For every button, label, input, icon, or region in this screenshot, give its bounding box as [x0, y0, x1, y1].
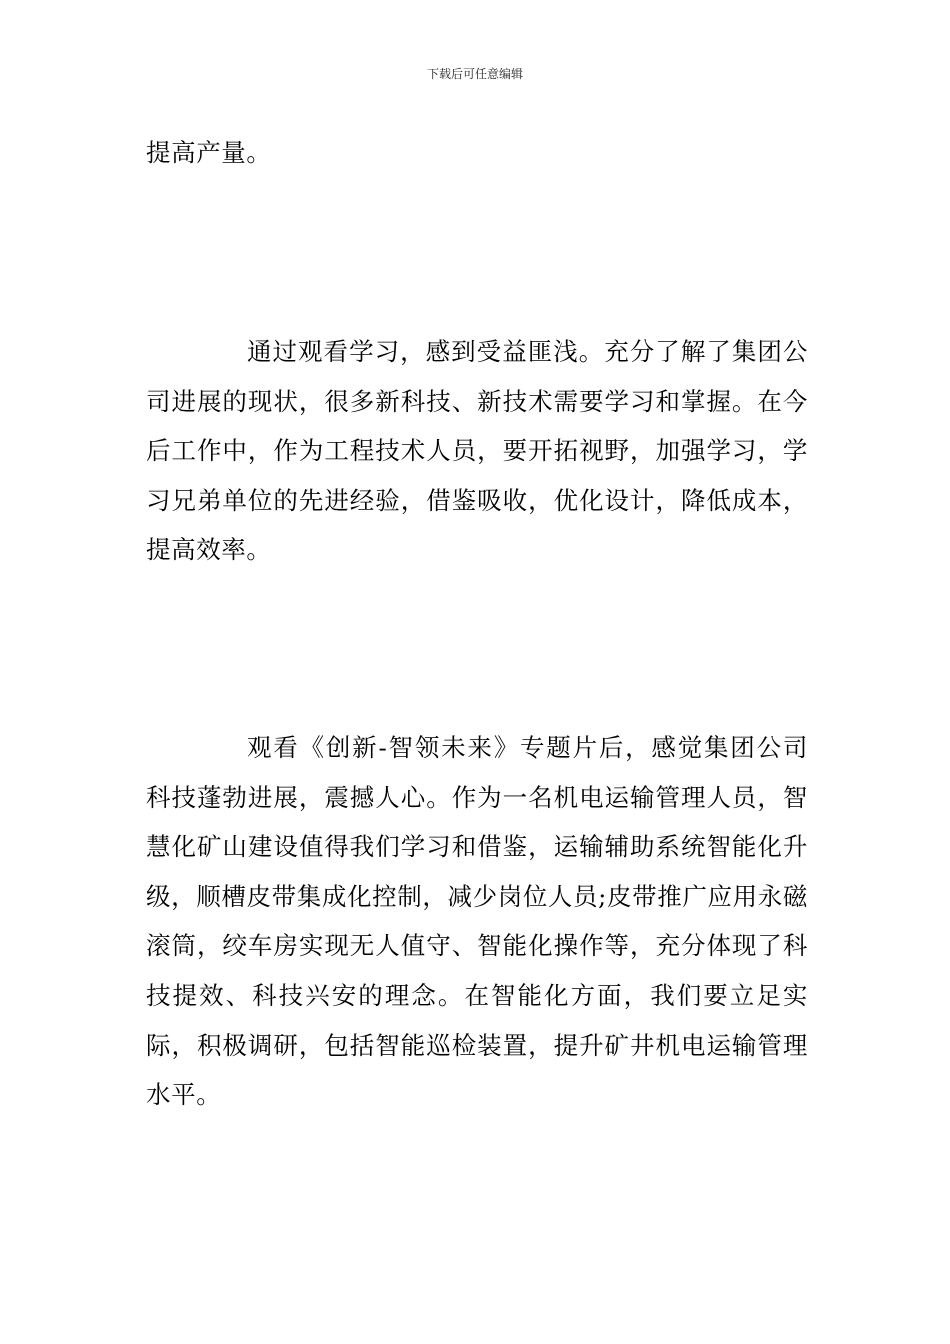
- paragraph-innovation-film: 观看《创新-智领未来》专题片后，感觉集团公司科技蓬勃进展，震撼人心。作为一名机电运输管理人员，智慧化矿山建设值得我们学习和借鉴，运输辅助系统智能化升级，顺槽皮带集成化控制，减少岗位人员;皮带推广应用永磁滚筒，绞车房实现无人值守、智能化操作等，充分体现了科技提效、科技兴安的理念。在智能化方面，我们要立足实际，积极调研，包括智能巡检装置，提升矿井机电运输管理水平。: [146, 733, 808, 1110]
- header-note: 下载后可任意编辑: [426, 67, 523, 81]
- paragraph-continuation: 提高产量。: [146, 138, 272, 167]
- paragraph-learning-reflection: 通过观看学习，感到受益匪浅。充分了解了集团公司进展的现状，很多新科技、新技术需要学习和掌握。在今后工作中，作为工程技术人员，要开拓视野，加强学习，学习兄弟单位的先进经验，借鉴吸收，优化设计，降低成本，提高效率。: [146, 337, 808, 565]
